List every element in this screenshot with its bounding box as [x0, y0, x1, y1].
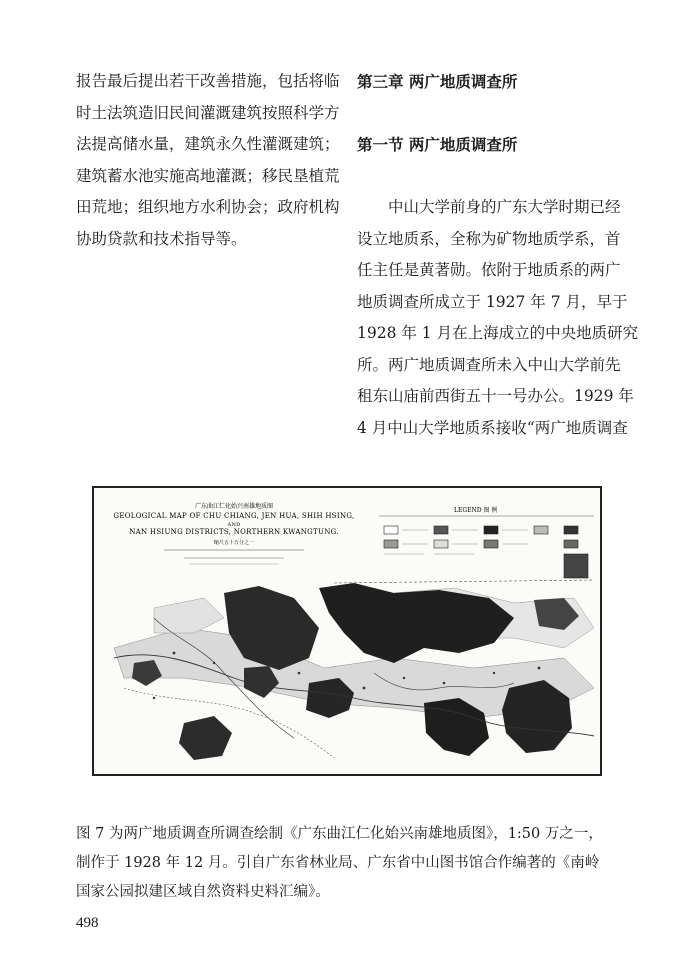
text-line: 4 月中山大学地质系接收“两广地质调查	[357, 418, 628, 437]
figure-caption	[76, 820, 636, 907]
map-legend	[379, 506, 594, 578]
text-line: 报告最后提出若干改善措施，包括将临	[76, 72, 340, 90]
chapter-heading: 第三章 两广地质调查所	[357, 72, 518, 91]
caption-line: 图 7 为两广地质调查所调查绘制《广东曲江仁化始兴南雄地质图》，1:50 万之一，	[76, 826, 603, 842]
text-line: 所。两广地质调查所未入中山大学前先	[357, 355, 621, 374]
text-line: 建筑蓄水池实施高地灌溉；移民垦植荒	[76, 166, 340, 185]
geological-map-figure	[92, 486, 602, 776]
text-line: 时土法筑造旧民间灌溉建筑按照科学方	[76, 103, 340, 122]
caption-line: 制作于 1928 年 12 月。引自广东省林业局、广东省中山图书馆合作编著的《南岭	[76, 855, 600, 871]
map-geology	[114, 580, 594, 760]
page-number: 498	[76, 915, 99, 931]
text-line: 中山大学前身的广东大学时期已经	[357, 198, 621, 216]
text-line: 地质调查所成立于 1927 年 7 月，早于	[357, 292, 628, 311]
map-scale: 缩尺五十万分之一	[213, 540, 255, 546]
text-line: 1928 年 1 月在上海成立的中央地质研究	[357, 324, 639, 342]
left-text-column	[76, 66, 348, 255]
text-line: 任主任是黄著勋。依附于地质系的两广	[357, 261, 621, 279]
caption-line: 国家公园拟建区域自然资料史料汇编》。	[76, 884, 330, 900]
section-heading: 第一节 两广地质调查所	[357, 135, 518, 154]
map-title-en-2: AND	[227, 522, 241, 528]
text-line: 田荒地；组织地方水利协会；政府机构	[76, 198, 340, 216]
left-paragraph	[76, 66, 348, 255]
text-line: 法提高储水量，建筑永久性灌溉建筑；	[76, 135, 340, 153]
text-line: 租东山庙前西街五十一号办公。1929 年	[357, 387, 634, 405]
right-text-column	[357, 66, 639, 444]
legend-title: LEGEND 图 例	[454, 507, 498, 514]
map-title-en-3: NAN HSIUNG DISTRICTS, NORTHERN KWANGTUNG.	[129, 528, 339, 536]
text-line: 设立地质系，全称为矿物地质学系，首	[357, 229, 621, 248]
right-paragraph	[357, 192, 639, 444]
text-line: 协助贷款和技术指导等。	[76, 229, 247, 248]
map-title-en-1: GEOLOGICAL MAP OF CHU CHIANG, JEN HUA, SHIH HSING,	[113, 512, 355, 520]
map-image	[94, 488, 600, 774]
map-title-cn: 广东曲江仁化始兴南雄地质图	[194, 503, 274, 510]
